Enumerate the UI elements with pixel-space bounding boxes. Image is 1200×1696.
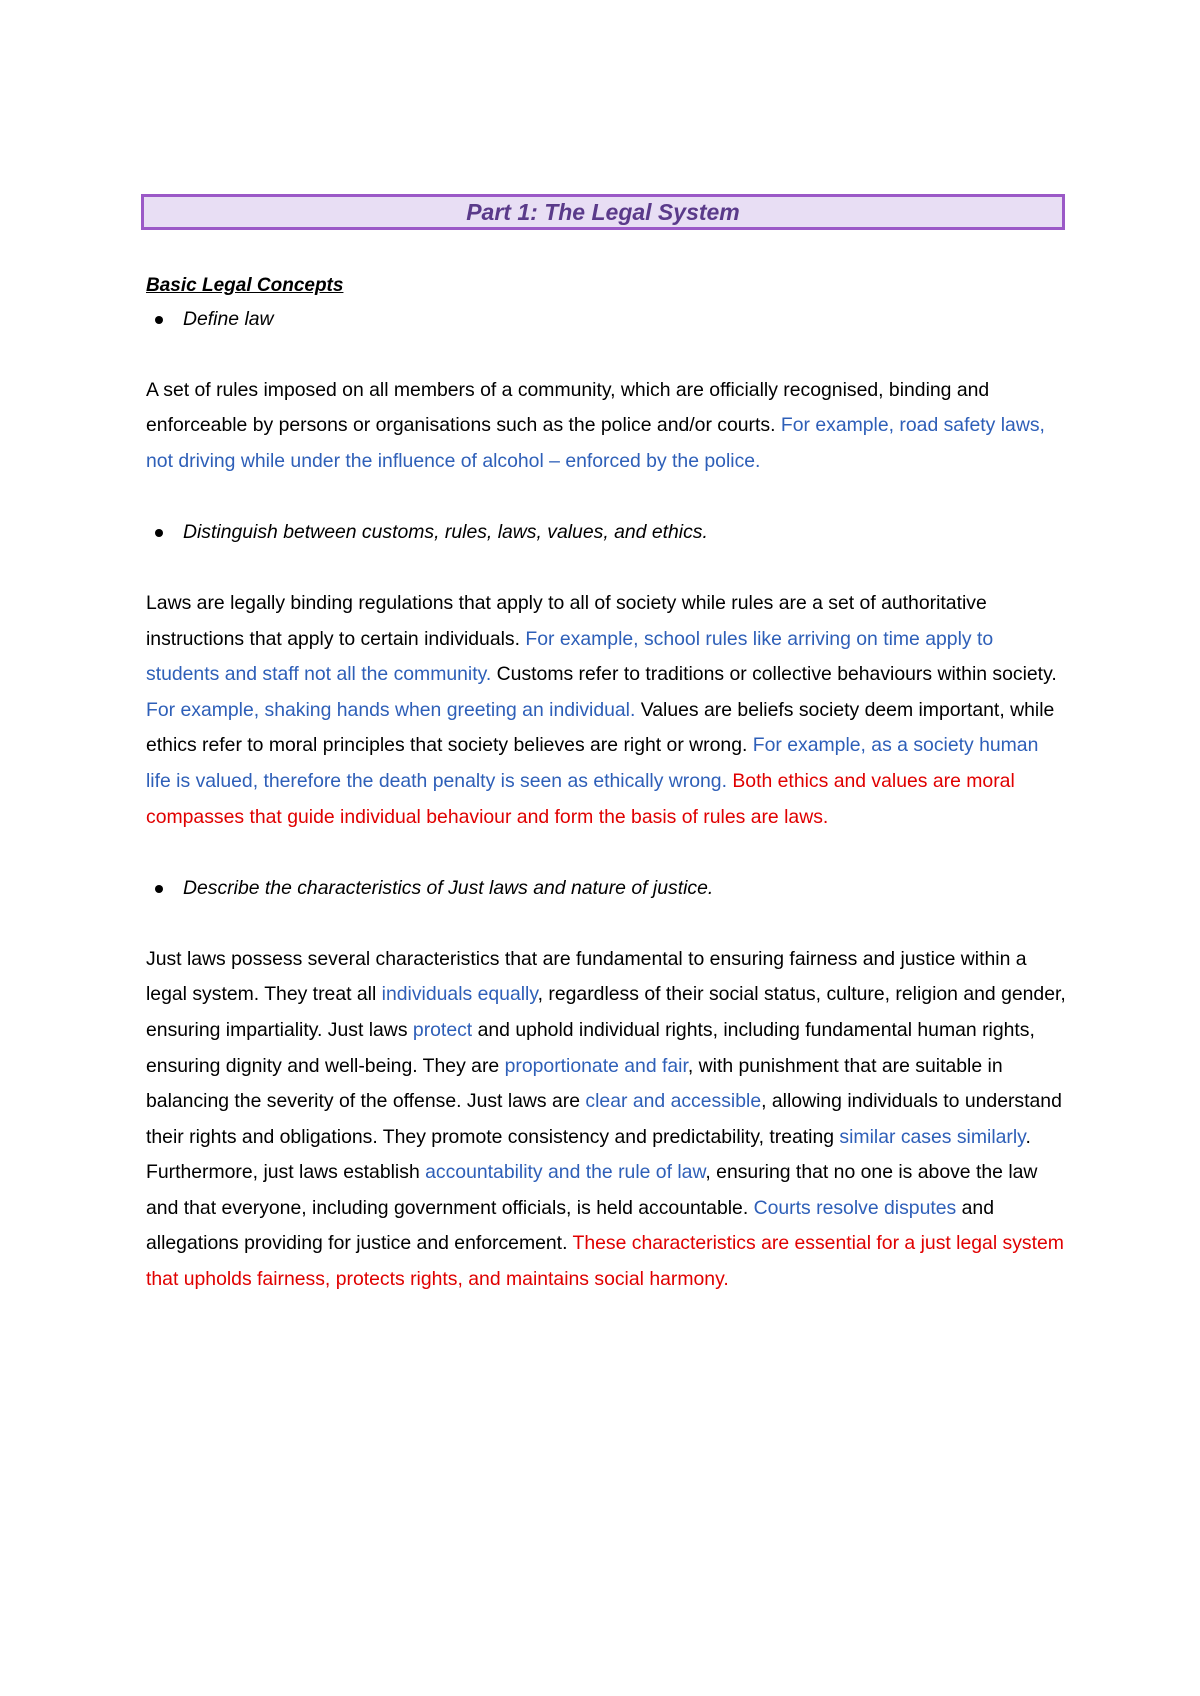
blue-text-segment: clear and accessible (585, 1090, 762, 1113)
red-text-segment: These characteristics are essential for a just legal system that upholds fairness, protects rights, and maintains social harmony. (146, 1232, 1064, 1291)
bullet-text: Distinguish between customs, rules, laws, values, and ethics. (183, 521, 708, 544)
blue-text-segment: accountability and the rule of law (425, 1161, 706, 1184)
text-segment: . Furthermore, just laws establish (146, 1125, 1031, 1184)
sections-container (146, 302, 1066, 1298)
blue-text-segment: proportionate and fair (504, 1054, 688, 1077)
text-segment: and allegations providing for justice and enforcement. (146, 1196, 994, 1255)
blue-text-segment: For example, road safety laws, not driving while under the influence of alcohol – enforced by the police. (146, 414, 1045, 472)
text-segment: Just laws possess several characteristics that are fundamental to ensuring fairness and justice within a legal system. They treat all (146, 947, 1027, 1006)
blue-text-segment: similar cases similarly (839, 1125, 1026, 1148)
red-text-segment: Both ethics and values are moral compasses that guide individual behaviour and form the basis of rules are laws. (146, 769, 1015, 828)
bullet-text: Define law (183, 308, 274, 330)
paragraph (146, 373, 1066, 480)
text-segment: A set of rules imposed on all members of a community, which are officially recognised, binding and enforceable by persons or organisations such as the police and/or courts. (146, 378, 990, 437)
bullet-text: Describe the characteristics of Just laws and nature of justice. (183, 877, 714, 900)
text-segment: Laws are legally binding regulations that apply to all of society while rules are a set of authoritative instructions that apply to certain individuals. (146, 591, 987, 650)
blue-text-segment: Courts resolve disputes (753, 1196, 957, 1219)
page-title: Part 1: The Legal System (466, 198, 740, 225)
text-segment: Values are beliefs society deem important, while ethics refer to moral principles that society believes are right or wrong. (146, 698, 1055, 757)
paragraph (146, 942, 1066, 1298)
blue-text-segment: protect (412, 1018, 473, 1041)
bullet-dot-icon (155, 885, 163, 893)
bullet-item (146, 302, 1066, 338)
blue-text-segment: For example, as a society human life is valued, therefore the death penalty is seen as ethically wrong. (146, 734, 1039, 792)
section-heading: Basic Legal Concepts (146, 275, 344, 296)
bullet-item (146, 871, 1066, 907)
text-segment: , regardless of their social status, culture, religion and gender, ensuring impartiality. Just laws (146, 983, 1066, 1041)
blue-text-segment: For example, shaking hands when greeting an individual. (146, 698, 636, 721)
title-banner (141, 194, 1065, 230)
text-segment: Customs refer to traditions or collective behaviours within society. (491, 663, 1057, 686)
blue-text-segment: individuals equally (381, 983, 538, 1006)
text-segment: , with punishment that are suitable in balancing the severity of the offense. Just laws are (146, 1054, 1003, 1113)
text-segment: , ensuring that no one is above the law and that everyone, including government officials, is held accountable. (146, 1161, 1038, 1219)
paragraph (146, 586, 1066, 835)
document-body (146, 270, 1066, 1298)
text-segment: and uphold individual rights, including fundamental human rights, ensuring dignity and well-being. They are (146, 1018, 1035, 1077)
blue-text-segment: For example, school rules like arriving on time apply to students and staff not all the community. (146, 627, 994, 686)
bullet-item (146, 515, 1066, 551)
bullet-dot-icon (155, 529, 163, 537)
text-segment: , allowing individuals to understand their rights and obligations. They promote consistency and predictability, treating (146, 1090, 1062, 1148)
bullet-dot-icon (155, 316, 163, 324)
